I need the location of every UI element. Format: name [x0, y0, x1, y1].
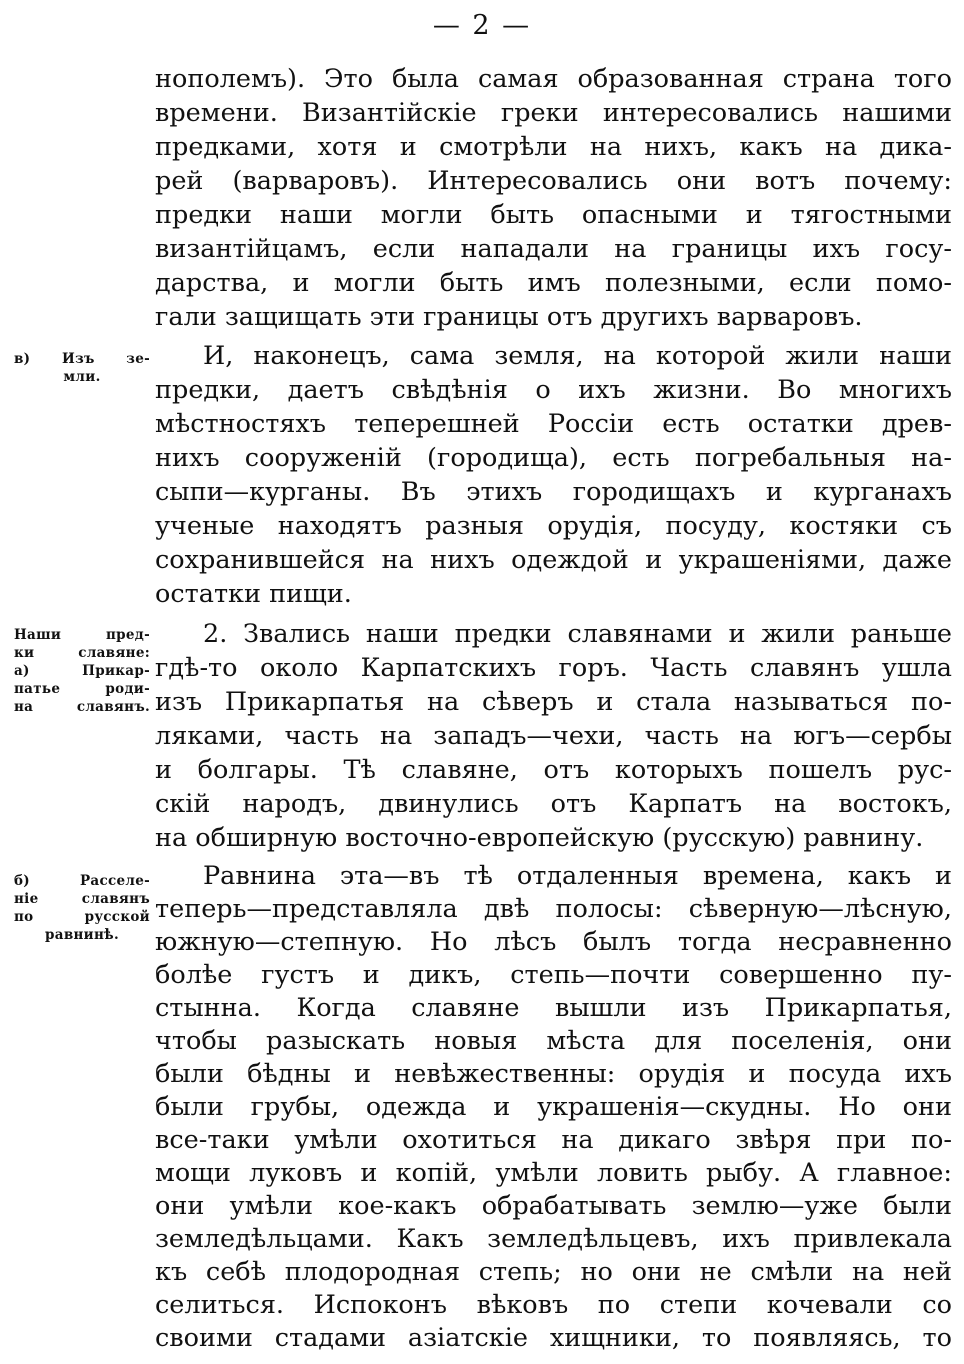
text-line: селиться. Испоконъ вѣковъ по степи кочевали со — [155, 1290, 952, 1320]
text-line: ляками, часть на западъ—чехи, часть на югъ—сербы — [155, 721, 952, 751]
text-line: нополемъ). Это была самая образованная страна того — [155, 64, 952, 94]
margin-note-line: ніе славянъ — [14, 891, 150, 907]
text-line: стынна. Когда славяне вышли изъ Прикарпатья, — [155, 993, 952, 1023]
text-line: все-таки умѣли охотиться на дикаго звѣря при по- — [155, 1125, 952, 1155]
margin-note-line: мли. — [63, 369, 101, 385]
margin-note-line: Наши пред- — [14, 627, 150, 643]
text-line: гдѣ-то около Карпатскихъ горъ. Часть славянъ ушла — [155, 653, 952, 683]
text-line: мѣстностяхъ теперешней Россіи есть остатки древ- — [155, 409, 952, 439]
text-line: сохранившейся на нихъ одеждой и украшеніями, даже — [155, 545, 952, 575]
paragraph-start: И, наконецъ, сама земля, на которой жили наши — [203, 341, 952, 371]
margin-note-settlement — [14, 872, 150, 944]
page-number: — 2 — — [432, 10, 532, 41]
text-line: гали защищать эти границы отъ другихъ варваровъ. — [155, 302, 863, 332]
text-line: рей (варваровъ). Интересовались они вотъ почему: — [155, 166, 952, 196]
text-line: ученые находятъ разныя орудія, посуду, костяки съ — [155, 511, 952, 541]
margin-note-line: в) Изъ зе- — [14, 351, 150, 367]
text-line: земледѣльцами. Какъ земледѣльцевъ, ихъ привлекала — [155, 1224, 952, 1254]
text-line: къ себѣ плодородная степь; но они не смѣли на ней — [155, 1257, 952, 1287]
text-line: были бѣдны и невѣжественны: орудія и посуда ихъ — [155, 1059, 952, 1089]
paragraph-start: 2. Звались наши предки славянами и жили раньше — [203, 619, 952, 649]
margin-note-line: б) Расселе- — [14, 873, 150, 889]
text-line: теперь—представляла двѣ полосы: сѣверную—лѣсную, — [155, 894, 952, 924]
text-line: предки, даетъ свѣдѣнія о ихъ жизни. Во многихъ — [155, 375, 952, 405]
text-line: нихъ сооруженій (городища), есть погребальныя на- — [155, 443, 952, 473]
text-line: болѣе густъ и дикъ, степь—почти совершенно пу- — [155, 960, 952, 990]
text-line: были грубы, одежда и украшенія—скудны. Но они — [155, 1092, 952, 1122]
text-line: времени. Византійскіе греки интересовались нашими — [155, 98, 952, 128]
text-line: предки наши могли быть опасными и тягостными — [155, 200, 952, 230]
text-line: мощи луковъ и копій, умѣли ловить рыбу. А главное: — [155, 1158, 952, 1188]
text-line: дарства, и могли быть имъ полезными, если помо- — [155, 268, 952, 298]
text-line: южную—степную. Но лѣсъ былъ тогда несравненно — [155, 927, 952, 957]
margin-note-line: по русской — [14, 909, 150, 925]
margin-note-slavs — [14, 626, 150, 716]
margin-note-line: на славянъ. — [14, 699, 150, 715]
text-line: чтобы разыскать новыя мѣста для поселенія, они — [155, 1026, 952, 1056]
paragraph-start: Равнина эта—въ тѣ отдаленныя времена, какъ и — [203, 861, 952, 891]
text-line: остатки пищи. — [155, 579, 352, 609]
margin-note-line: а) Прикар- — [14, 663, 150, 679]
margin-note-from-land — [14, 350, 150, 386]
text-line: византійцамъ, если нападали на границы ихъ госу- — [155, 234, 952, 264]
text-line: изъ Прикарпатья на сѣверъ и стала называться по- — [155, 687, 952, 717]
text-line: сыпи—курганы. Въ этихъ городищахъ и курганахъ — [155, 477, 952, 507]
text-line: и болгары. Тѣ славяне, отъ которыхъ пошелъ рус- — [155, 755, 952, 785]
margin-note-line: равнинѣ. — [45, 927, 119, 943]
margin-note-line: ки славяне: — [14, 645, 150, 661]
text-line: они умѣли кое-какъ обрабатывать землю—уже были — [155, 1191, 952, 1221]
text-line: предками, хотя и смотрѣли на нихъ, какъ на дика- — [155, 132, 952, 162]
text-line: на обширную восточно-европейскую (русскую) равнину. — [155, 823, 924, 853]
text-line: своими стадами азіатскіе хищники, то появляясь, то — [155, 1323, 952, 1353]
text-line: скій народъ, двинулись отъ Карпатъ на востокъ, — [155, 789, 952, 819]
margin-note-line: патье роди- — [14, 681, 150, 697]
